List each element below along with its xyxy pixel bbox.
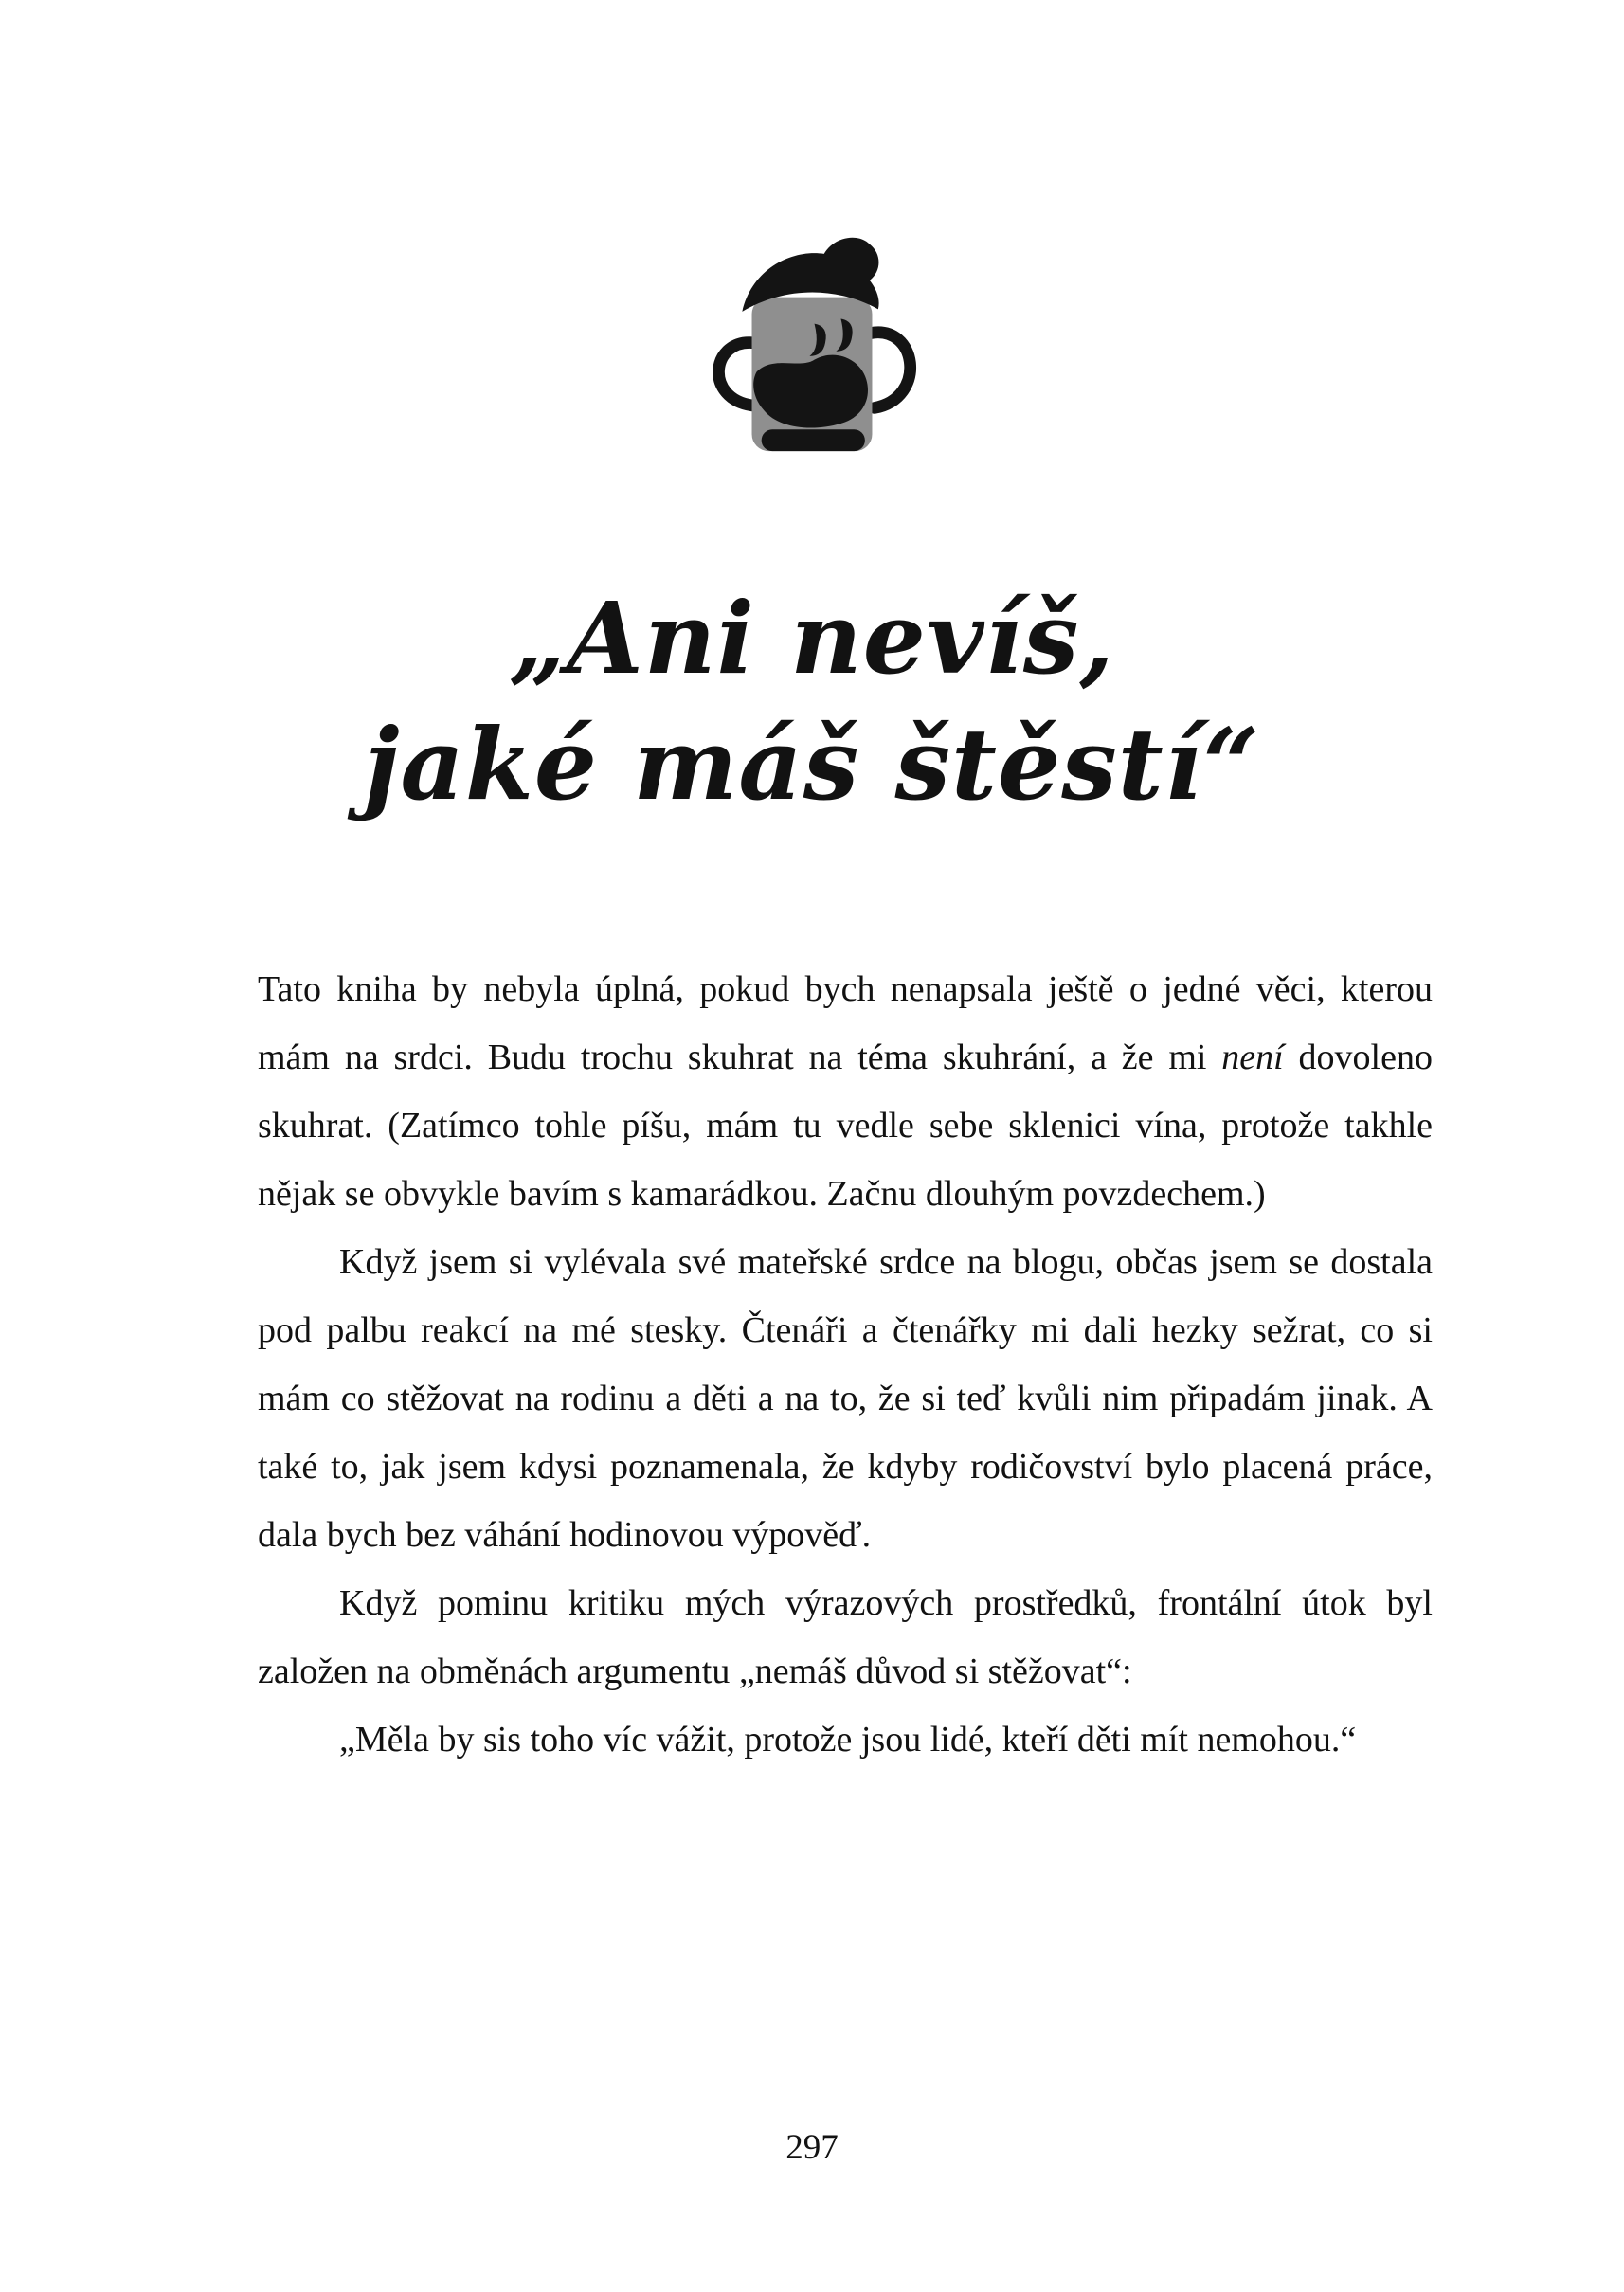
paragraph-2: Když jsem si vylévala své mateřské srdce na blogu, občas jsem se dostala pod palbu reakcí na mé stesky. Čtenáři a čtenářky mi dali hezky sežrat, co si mám co stěžovat na rodinu a děti a na to, že si teď kvůli nim připadám jinak. A také to, jak jsem kdysi poznamenala, že kdyby rodičovství bylo placená práce, dala bych bez váhání hodinovou výpověď. (258, 1242, 1433, 1556)
sippy-cup-icon (679, 227, 945, 504)
chapter-title-line2: jaké máš štěstí“ (363, 706, 1261, 823)
chapter-title (0, 575, 1624, 827)
chapter-title-line1: „Ani nevíš, (509, 580, 1115, 696)
paragraph-1: Tato kniha by nebyla úplná, pokud bych nenapsala ještě o jedné věci, kterou mám na srdci. Budu trochu skuhrat na téma skuhrání, a že mi není dovoleno skuhrat. (Zatímco tohle píšu, mám tu vedle sebe sklenici vína, protože takhle nějak se obvykle bavím s kamarádkou. Začnu dlouhým povzdechem.) (258, 969, 1433, 1215)
chapter-body (258, 955, 1433, 1774)
page-number: 297 (785, 2128, 839, 2167)
paragraph-3: Když pominu kritiku mých výrazových prostředků, frontální útok byl založen na obměnách argumentu „nemáš důvod si stěžovat“: (258, 1583, 1433, 1692)
sippy-cup-illustration (679, 227, 945, 504)
paragraph-4: „Měla by sis toho víc vážit, protože jsou lidé, kteří děti mít nemohou.“ (339, 1720, 1357, 1760)
